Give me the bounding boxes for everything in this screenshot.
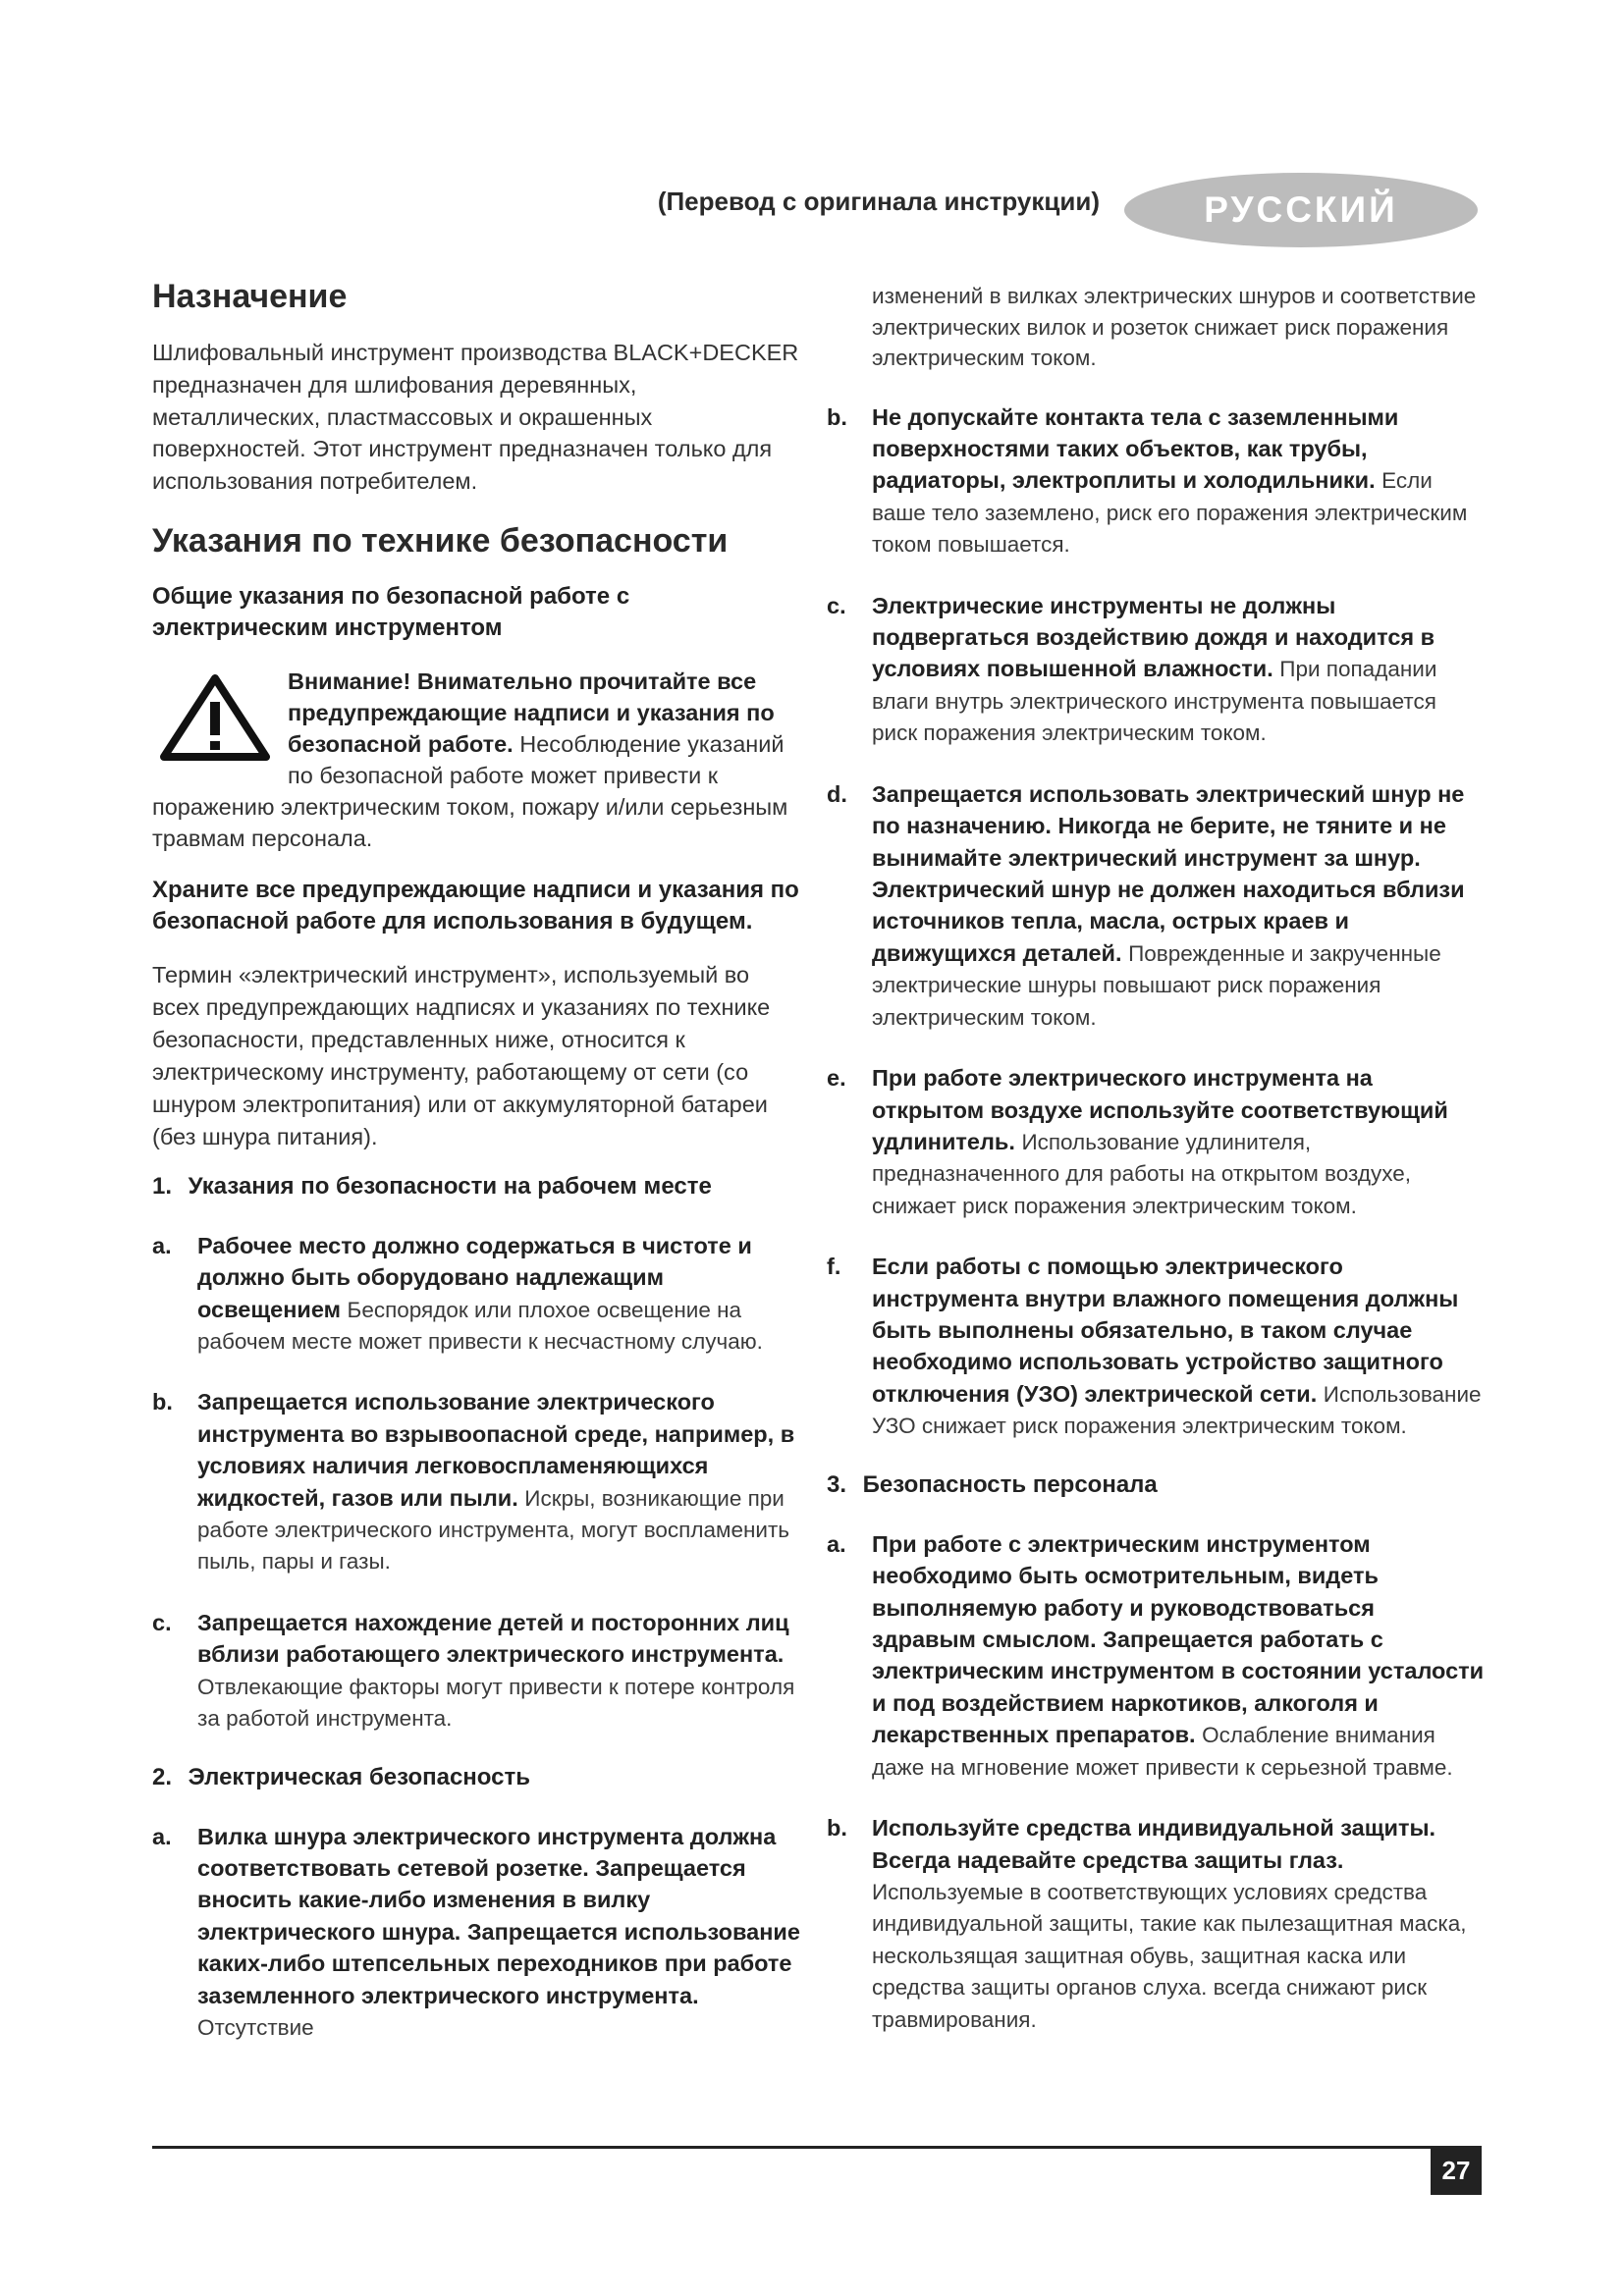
list-item: a. При работе с электрическим инструментом необходимо быть осмотрительным, видеть выполняемую работу и руководствоваться здравым смыслом. Запрещается работать с электрическим инструментом в состоянии усталости и под воздействием наркотиков, алкоголя и лекарственных препаратов. Ослабление внимания даже на мгновение может привести к серьезной травме. — [827, 1530, 1485, 1780]
left-column — [152, 277, 800, 2073]
list-item: a. Рабочее место должно содержаться в чистоте и должно быть оборудовано надлежащим освещением Беспорядок или плохое освещение на рабочем месте может привести к несчастному случаю. — [152, 1232, 763, 1354]
purpose-text: Шлифовальный инструмент производства BLACK+DECKER предназначен для шлифования деревянных, металлических, пластмассовых и окрашенных поверхностей. Этот инструмент предназначен только для использования потребителем. — [152, 339, 799, 495]
safety-title: Указания по технике безопасности — [152, 522, 729, 561]
right-column — [827, 281, 1485, 2064]
header-subtitle: (Перевод с оригинала инструкции) — [657, 187, 1100, 216]
warning-triangle-icon — [160, 674, 270, 761]
footer-rule — [152, 2146, 1431, 2149]
purpose-title: Назначение — [152, 278, 348, 315]
list-item: a. Вилка шнура электрического инструмента должна соответствовать сетевой розетке. Запрещается вносить какие-либо изменения в вилку электрического шнура. Запрещается использование каких-либо штепсельных переходников при работе заземленного электрического инструмента. Отсутствие — [152, 1823, 800, 2041]
list-item: c. Запрещается нахождение детей и посторонних лиц вблизи работающего электрического инструмента. Отвлекающие факторы могут привести к потере контроля за работой инструмента. — [152, 1609, 795, 1732]
continuation-text: изменений в вилках электрических шнуров и соответствие электрических вилок и розеток снижает риск поражения электрическим током. — [872, 284, 1477, 370]
language-badge: РУССКИЙ — [1124, 173, 1478, 247]
warning-text: Несоблюдение указаний по безопасной работе может привести к поражению электрическим током, пожару и/или серьезным травмам персонала. — [152, 730, 788, 851]
list-item: c. Электрические инструменты не должны подвергаться воздействию дождя и находится в условиях повышенной влажности. При попадании влаги внутрь электрического инструмента повышается риск поражения электрическим током. — [827, 592, 1437, 746]
list-item: b. Запрещается использование электрического инструмента во взрывоопасной среде, например, в условиях наличия легковоспламеняющихся жидкостей, газов или пыли. Искры, возникающие при работе электрического инструмента, могут воспламенить пыль, пары и газы. — [152, 1389, 795, 1575]
list-item: f. Если работы с помощью электрического инструмента внутри влажного помещения должны быть выполнены обязательно, в таком случае необходимо использовать устройство защитного отключения (УЗО) электрической сети. Использование УЗО снижает риск поражения электрическим током. — [827, 1254, 1482, 1439]
general-safety-heading: Общие указания по безопасной работе с электрическим инструментом — [152, 583, 630, 642]
warning-block — [152, 667, 800, 855]
section-1-title: 1. Указания по безопасности на рабочем месте — [152, 1172, 712, 1200]
list-item: e. При работе электрического инструмента на открытом воздухе используйте соответствующий удлинитель. Использование удлинителя, предназначенного для работы на открытом воздухе, снижает риск поражения электрическим током. — [827, 1065, 1448, 1218]
list-item: b. Не допускайте контакта тела с заземленными поверхностями таких объектов, как трубы, радиаторы, электроплиты и холодильники. Если ваше тело заземлено, риск его поражения электрическим током повышается. — [827, 403, 1468, 558]
keep-instructions-heading: Храните все предупреждающие надписи и указания по безопасной работе для использования в будущем. — [152, 876, 799, 934]
section-2-title: 2. Электрическая безопасность — [152, 1763, 530, 1790]
list-item: b. Используйте средства индивидуальной защиты. Всегда надевайте средства защиты глаз. Используемые в соответствующих условиях средства индивидуальной защиты, такие как пылезащитная маска, нескользящая защитная обувь, защитная каска или средства защиты органов слуха. всегда снижают риск травмирования. — [827, 1815, 1467, 2032]
list-item: d. Запрещается использовать электрический шнур не по назначению. Никогда не берите, не тяните и не вынимайте электрический инструмент за шнур. Электрический шнур не должен находиться вблизи источников тепла, масла, острых краев и движущихся деталей. Поврежденные и закрученные электрические шнуры повышают риск поражения электрическим током. — [827, 780, 1465, 1030]
warning-bold-text: Внимание! Внимательно прочитайте все предупреждающие надписи и указания по безопасной работе. — [288, 667, 775, 757]
section-3-title: 3. Безопасность персонала — [827, 1470, 1158, 1498]
term-text: Термин «электрический инструмент», используемый во всех предупреждающих надписях и указаниях по технике безопасности, представленных ниже, относится к электрическому инструменту, работающему от сети (со шнуром электропитания) или от аккумуляторной батареи (без шнура питания). — [152, 962, 771, 1149]
page-number: 27 — [1431, 2146, 1482, 2195]
